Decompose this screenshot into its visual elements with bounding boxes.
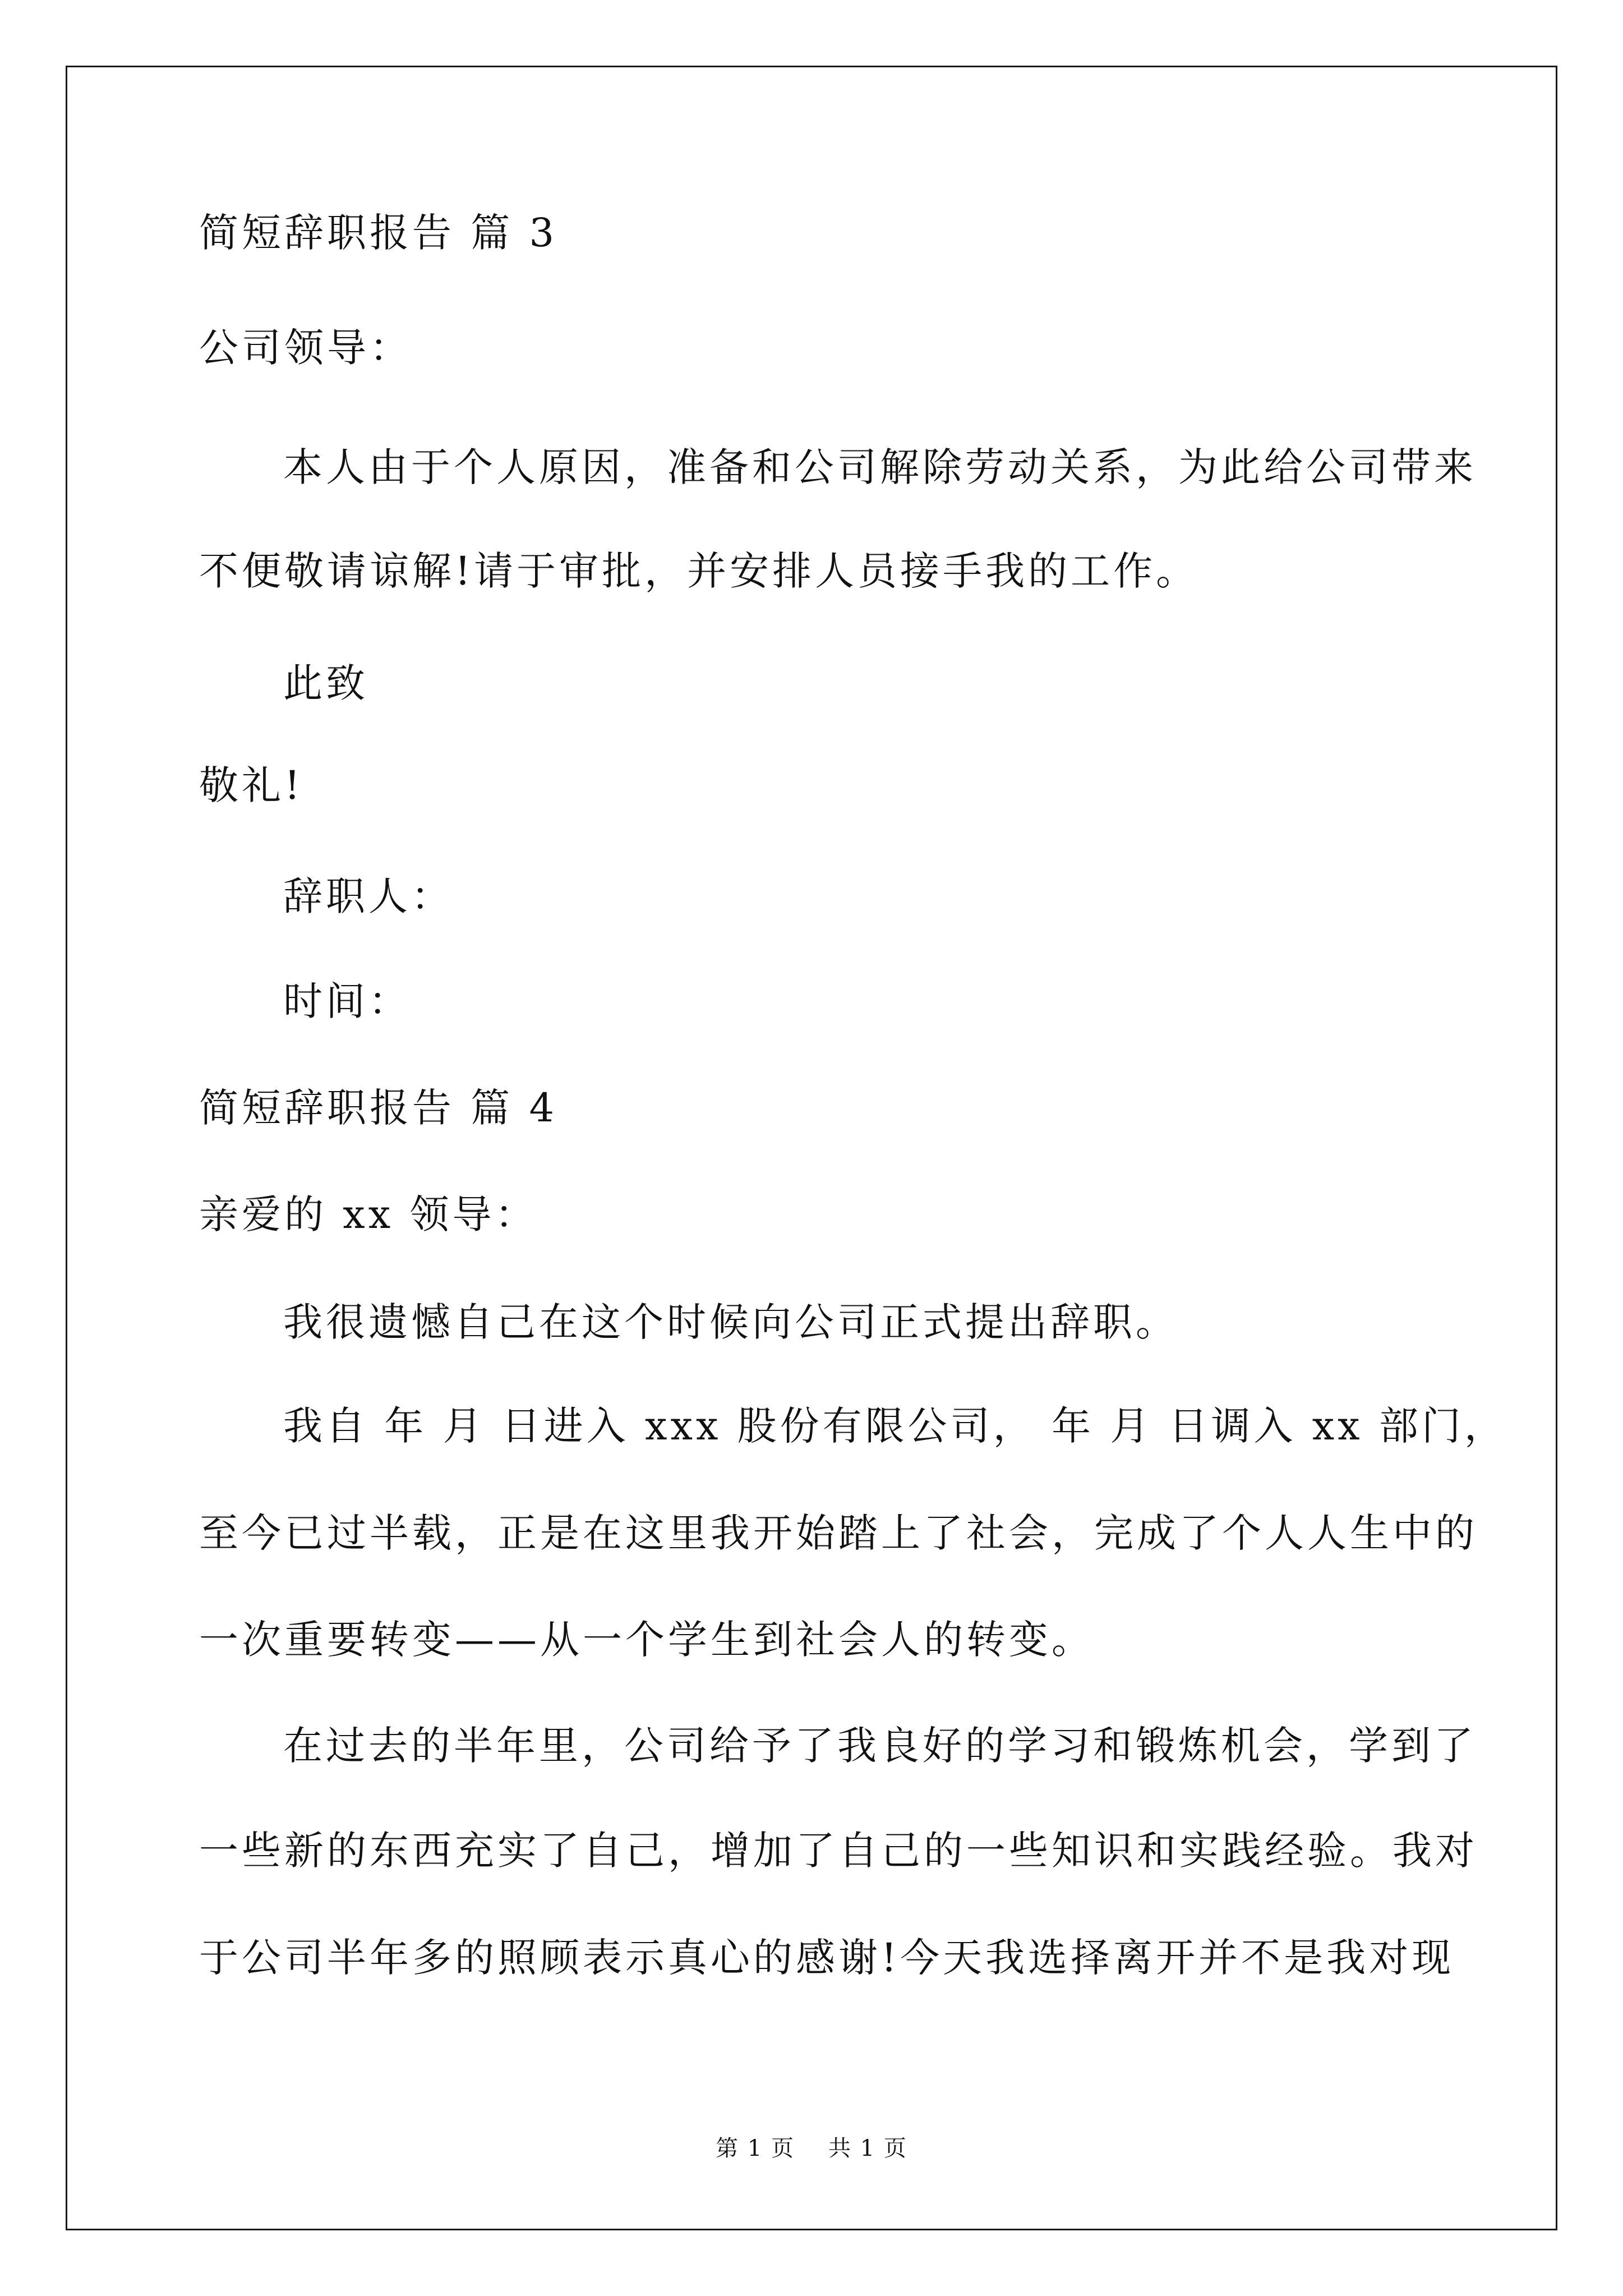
page-number-total: 共 1 页 bbox=[828, 2136, 907, 2161]
salutation-4: 亲爱的 xx 领导： bbox=[199, 1191, 538, 1237]
body-line: 于公司半年多的照顾表示真心的感谢!今天我选择离开并不是我对现 bbox=[199, 1935, 1455, 1981]
signer-label: 辞职人： bbox=[283, 873, 454, 919]
body-line: 我自 年 月 日进入 xxx 股份有限公司， 年 月 日调入 xx 部门， bbox=[283, 1403, 1507, 1449]
section-heading-3: 简短辞职报告 篇 3 bbox=[199, 210, 558, 256]
body-line: 一次重要转变——从一个学生到社会人的转变。 bbox=[199, 1617, 1094, 1663]
body-line: 本人由于个人原因，准备和公司解除劳动关系，为此给公司带来 bbox=[283, 444, 1477, 490]
body-line: 一些新的东西充实了自己，增加了自己的一些知识和实践经验。我对 bbox=[199, 1828, 1478, 1874]
page-footer bbox=[0, 2132, 1623, 2165]
date-label: 时间： bbox=[283, 978, 411, 1024]
page-number-current: 第 1 页 bbox=[716, 2136, 795, 2161]
body-line: 在过去的半年里，公司给予了我良好的学习和锻炼机会，学到了 bbox=[283, 1723, 1477, 1769]
closing-line: 敬礼! bbox=[199, 762, 304, 808]
section-heading-4: 简短辞职报告 篇 4 bbox=[199, 1085, 558, 1131]
salutation-3: 公司领导： bbox=[199, 325, 412, 371]
body-line: 我很遗憾自己在这个时候向公司正式提出辞职。 bbox=[283, 1299, 1178, 1345]
body-line: 至今已过半载，正是在这里我开始踏上了社会，完成了个人人生中的 bbox=[199, 1510, 1478, 1556]
page-border bbox=[66, 66, 1557, 2230]
closing-line: 此致 bbox=[283, 660, 368, 706]
body-line: 不便敬请谅解!请于审批，并安排人员接手我的工作。 bbox=[199, 548, 1199, 594]
